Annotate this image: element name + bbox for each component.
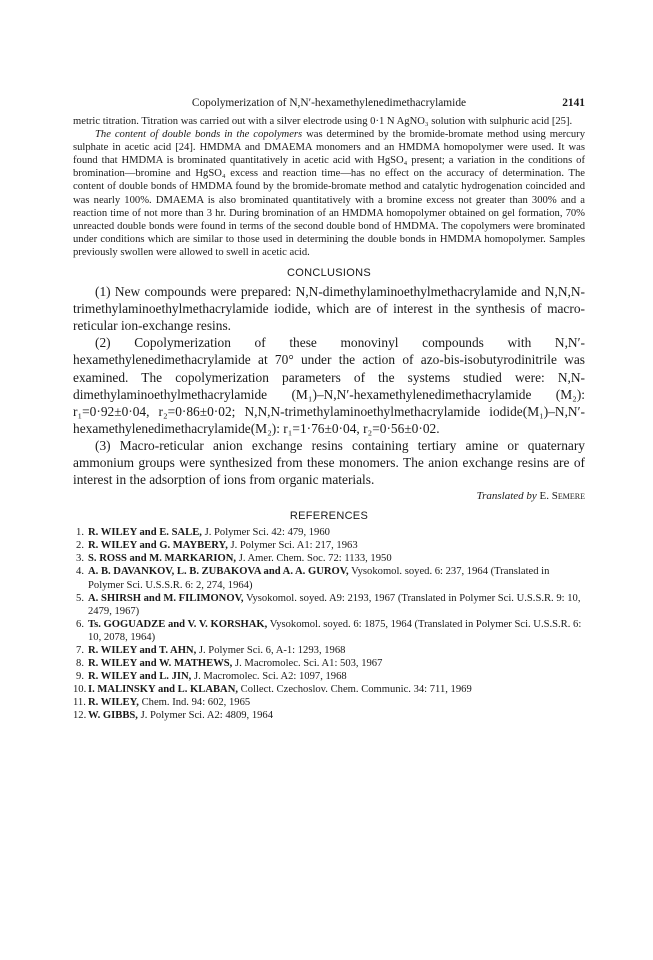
reference-authors: I. MALINSKY and L. KLABAN,	[88, 684, 239, 696]
reference-source: Vysokomol. soyed. A9: 2193, 1967 (Translated in Polymer Sci. U.S.S.R. 9: 10, 2479, 1967)	[88, 592, 581, 617]
conclusion-item: (3) Macro-reticular anion exchange resins containing tertiary amine or quaternary ammonium groups were synthesized from these monomers. The anion exchange resins are of interest in the adsorption of ions from organic materials.	[73, 437, 585, 488]
reference-item	[73, 644, 585, 657]
reference-number: 11.	[73, 697, 86, 709]
reference-source: J. Amer. Chem. Soc. 72: 1133, 1950	[236, 553, 392, 565]
conclusion-item: (2) Copolymerization of these monovinyl compounds with N,N′-hexamethylenedimethacrylamide at 70° under the action of azo-bis-isobutyrodinitrile was examined. The copolymerization parameters of the systems studied were: N,N-dimethylaminoethylmethacrylamide (M₁)–N,N′-hexamethylenedimethacrylamide (M₂): r₁=0·92±0·04, r₂=0·86±0·02; N,N,N-trimethylaminoethylmethacrylamide iodide(M₁)–N,N′-hexamethylenedimethacrylamide(M₂): r₁=1·76±0·04, r₂=0·56±0·02.	[73, 335, 585, 436]
reference-authors: Ts. GOGUADZE and V. V. KORSHAK,	[88, 618, 268, 630]
reference-item	[73, 565, 585, 591]
reference-source: J. Polymer Sci. A2: 4809, 1964	[137, 710, 274, 722]
body-text	[73, 115, 585, 259]
reference-number: 5.	[76, 592, 84, 604]
journal-page	[73, 97, 585, 723]
reference-authors: R. WILEY and T. AHN,	[88, 645, 197, 656]
reference-number: 7.	[76, 645, 84, 656]
paragraph-double-bonds	[73, 128, 585, 259]
reference-source: J. Polymer Sci. A1: 217, 1963	[227, 540, 358, 552]
reference-authors: R. WILEY and E. SALE,	[88, 527, 202, 539]
reference-number: 2.	[76, 540, 84, 552]
reference-item	[73, 618, 585, 644]
reference-source: J. Polymer Sci. 42: 479, 1960	[201, 527, 330, 539]
reference-source: J. Polymer Sci. 6, A-1: 1293, 1968	[196, 645, 346, 656]
reference-authors: S. ROSS and M. MARKARION,	[88, 553, 237, 565]
translator-name: E. Semere	[539, 490, 585, 503]
reference-authors: R. WILEY and G. MAYBERY,	[88, 540, 228, 552]
paragraph-body: was determined by the bromide-bromate method using mercury sulphate in acetic acid [24]. HMDMA and DMAEMA monomers and an HMDMA homopolymer were used. It was found that HMDMA is brominated quantitatively in acetic acid with HgSO₄ present; a variation in the conditions of bromination—bromine and HgSO₄ excess and reaction time—has no effect on the accuracy of determination. The content of double bonds of HMDMA found by the bromide-bromate method and catalytic hydrogenation coincided and was nearly 100%. DMAEMA is also brominated quantitatively with a bromine excess not greater than 300% and a reaction time of not more than 3 hr. During bromination of an HMDMA homopolymer obtained on gel formation, 70% unreacted double bonds were found in terms of the second double bond of HMDMA. The copolymers were brominated under conditions which are similar to those used in determining the double bonds in HMDMA homopolymer. Samples previously swollen were allowed to swell in acetic acid.	[73, 129, 586, 258]
reference-number: 3.	[76, 553, 84, 565]
reference-authors: R. WILEY,	[88, 697, 139, 709]
reference-number: 9.	[76, 671, 84, 683]
reference-list	[73, 526, 585, 722]
reference-authors: A. SHIRSH and M. FILIMONOV,	[88, 592, 244, 604]
reference-authors: R. WILEY and W. MATHEWS,	[88, 658, 233, 670]
translated-label: Translated by	[476, 490, 537, 503]
reference-item	[73, 592, 585, 618]
conclusions-list	[73, 283, 585, 488]
reference-number: 8.	[76, 658, 84, 670]
reference-number: 10.	[73, 684, 87, 696]
conclusion-item: (1) New compounds were prepared: N,N-dimethylaminoethylmethacrylamide and N,N,N-trimethylaminoethylmethacrylamide iodide, which are of interest in the synthesis of macro-reticular ion-exchange resins.	[73, 284, 585, 334]
translator-credit	[73, 490, 585, 502]
reference-item	[73, 526, 585, 539]
reference-item	[73, 709, 585, 722]
reference-item	[73, 683, 585, 696]
reference-number: 6.	[76, 618, 84, 630]
paragraph-lead: The content of double bonds in the copolymers	[95, 129, 303, 141]
reference-number: 1.	[76, 527, 84, 539]
page-header	[73, 97, 585, 115]
running-title: Copolymerization of N,N′-hexamethylenedimethacrylamide	[191, 97, 467, 109]
reference-item	[73, 670, 585, 683]
reference-item	[73, 696, 585, 709]
reference-source: Chem. Ind. 94: 602, 1965	[138, 697, 251, 709]
reference-source: Collect. Czechoslov. Chem. Communic. 34: 711, 1969	[238, 684, 472, 696]
reference-source: J. Macromolec. Sci. A1: 503, 1967	[232, 658, 383, 670]
reference-source: Vysokomol. soyed. 6: 237, 1964 (Translated in Polymer Sci. U.S.S.R. 6: 2, 274, 1964)	[88, 566, 550, 591]
page-number: 2141	[562, 97, 585, 109]
reference-item	[73, 552, 585, 565]
reference-authors: R. WILEY and L. JIN,	[88, 671, 192, 683]
reference-authors: W. GIBBS,	[88, 710, 138, 722]
reference-authors: A. B. DAVANKOV, L. B. ZUBAKOVA and A. A. GUROV,	[88, 566, 349, 578]
paragraph-titration: metric titration. Titration was carried out with a silver electrode using 0·1 N AgNO₃ solution with sulphuric acid [25].	[73, 116, 573, 127]
reference-number: 12.	[73, 710, 87, 722]
reference-item	[73, 657, 585, 670]
reference-source: J. Macromolec. Sci. A2: 1097, 1968	[191, 671, 347, 683]
reference-source: Vysokomol. soyed. 6: 1875, 1964 (Translated in Polymer Sci. U.S.S.R. 6: 10, 2078, 1964)	[88, 618, 582, 643]
reference-item	[73, 539, 585, 552]
conclusions-heading: CONCLUSIONS	[287, 267, 371, 280]
reference-number: 4.	[76, 566, 84, 578]
references-heading: REFERENCES	[289, 510, 369, 523]
